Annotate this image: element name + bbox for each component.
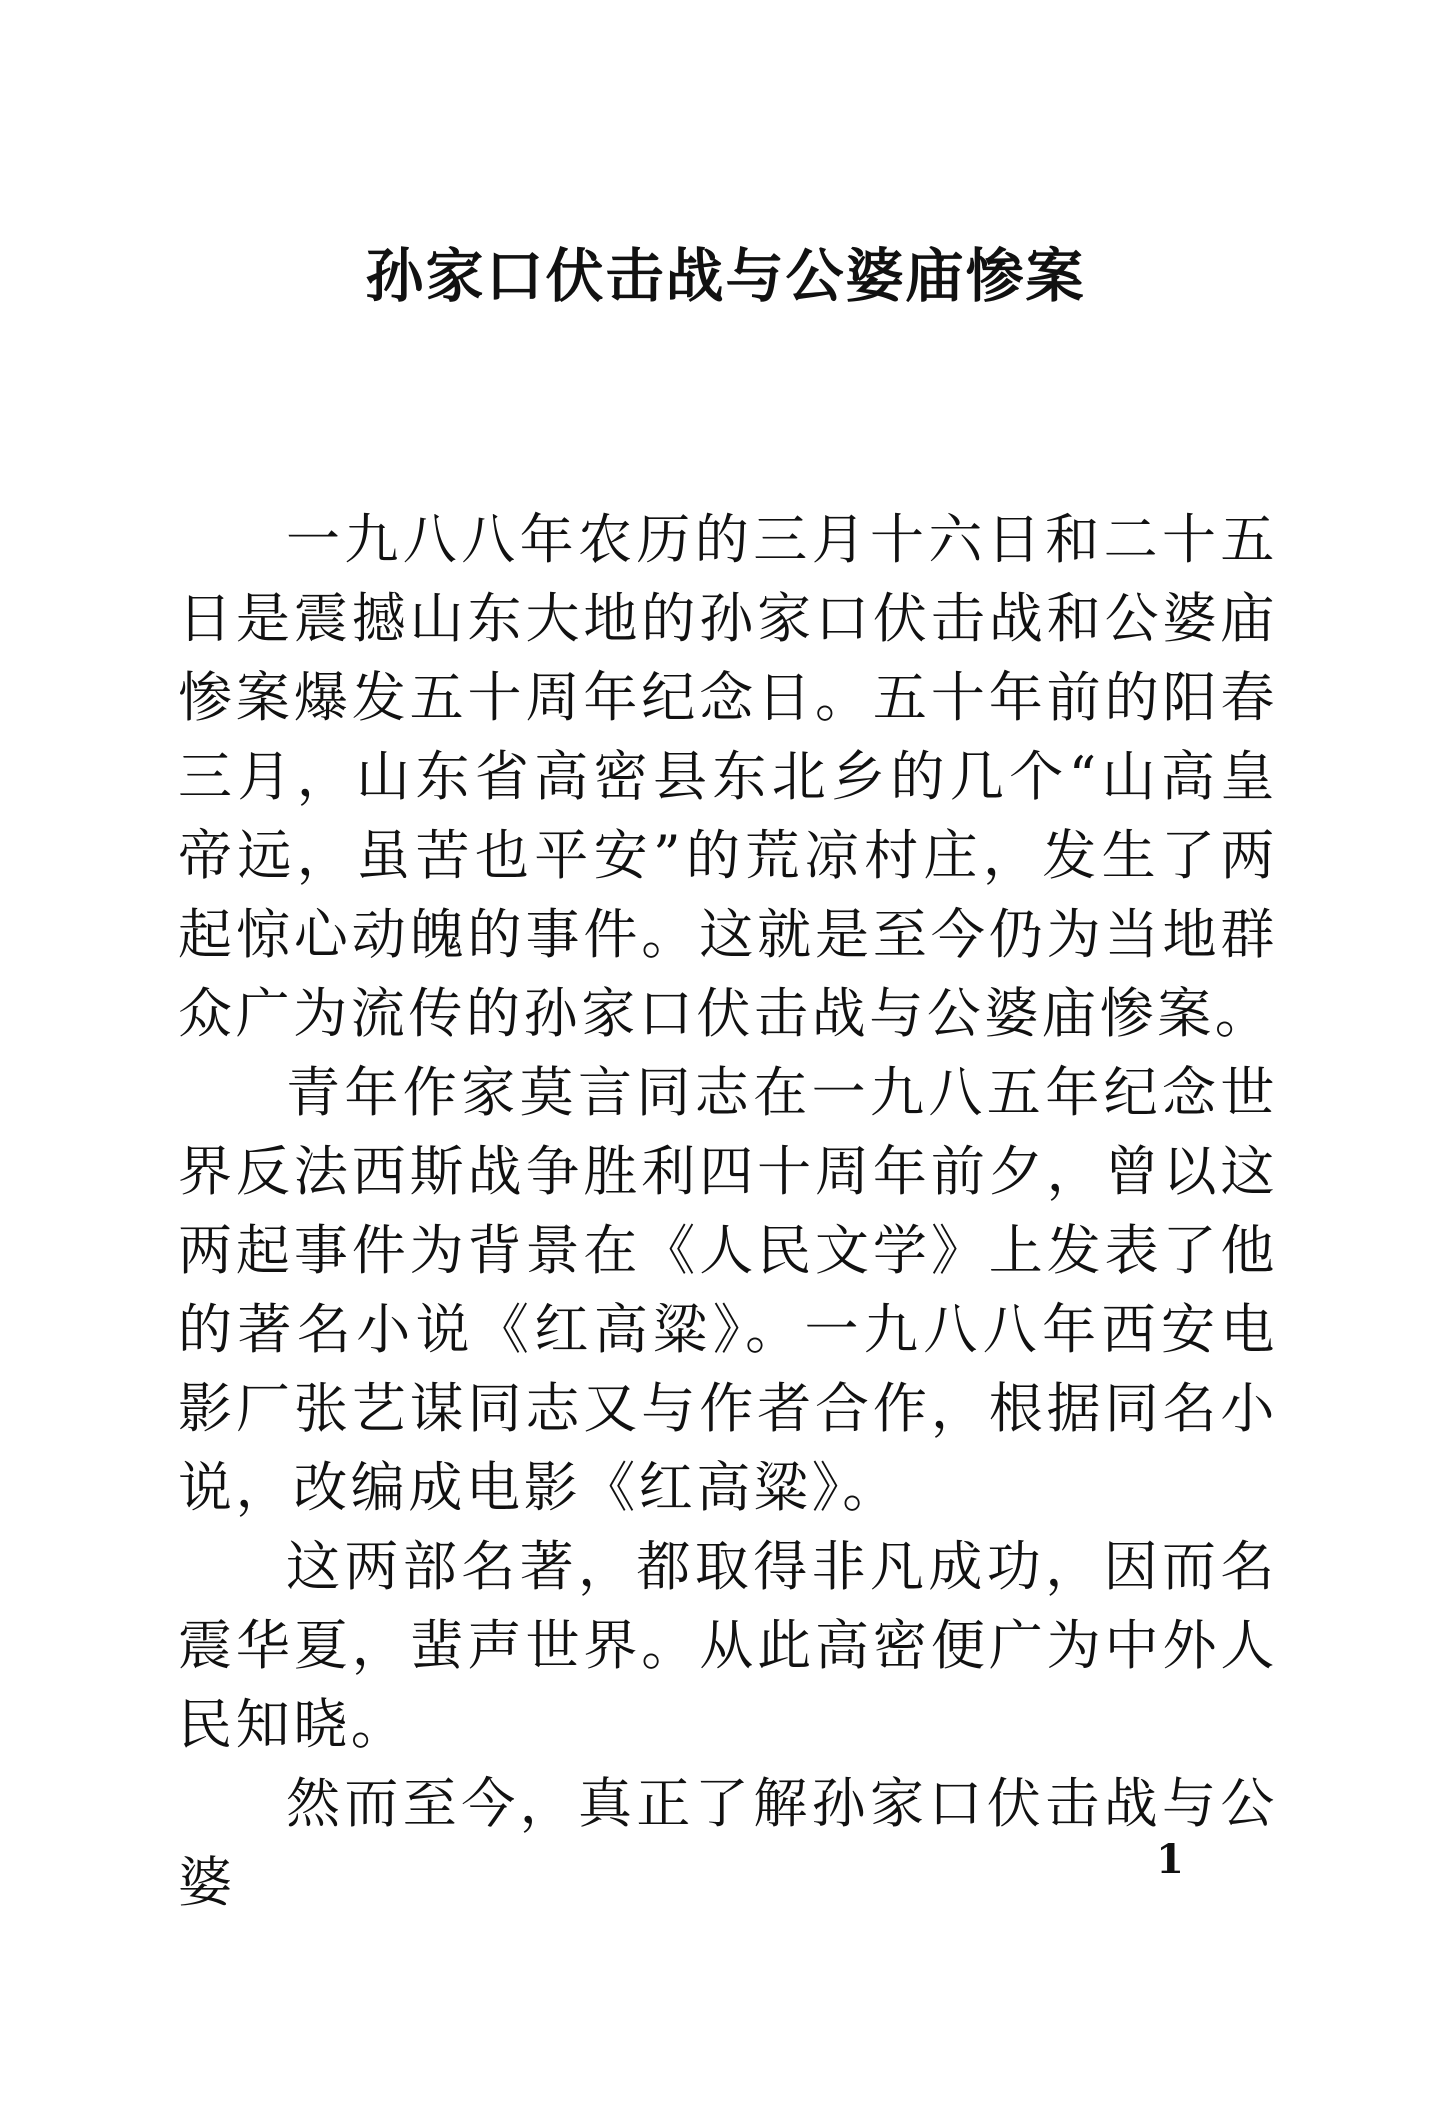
- paragraph-4: 然而至今，真正了解孙家口伏击战与公婆: [178, 1772, 1278, 1914]
- page-number: 1: [1156, 1836, 1184, 1883]
- page-title: 孙家口伏击战与公婆庙惨案: [365, 242, 1086, 310]
- paragraph-1: 一九八八年农历的三月十六日和二十五日是震撼山东大地的孙家口伏击战和公婆庙惨案爆发五十周年纪念日。五十年前的阳春三月，山东省高密县东北乡的几个“山高皇帝远，虽苦也平安”的荒凉村庄，发生了两起惊心动魄的事件。这就是至今仍为当地群众广为流传的孙家口伏击战与公婆庙惨案。: [178, 508, 1278, 1045]
- paragraph-2: 青年作家莫言同志在一九八五年纪念世界反法西斯战争胜利四十周年前夕，曾以这两起事件为背景在《人民文学》上发表了他的著名小说《红高粱》。一九八八年西安电影厂张艺谋同志又与作者合作，根据同名小说，改编成电影《红高粱》。: [178, 1061, 1278, 1519]
- body-text: [178, 500, 1278, 1922]
- paragraph-3: 这两部名著，都取得非凡成功，因而名震华夏，蜚声世界。从此高密便广为中外人民知晓。: [178, 1535, 1278, 1756]
